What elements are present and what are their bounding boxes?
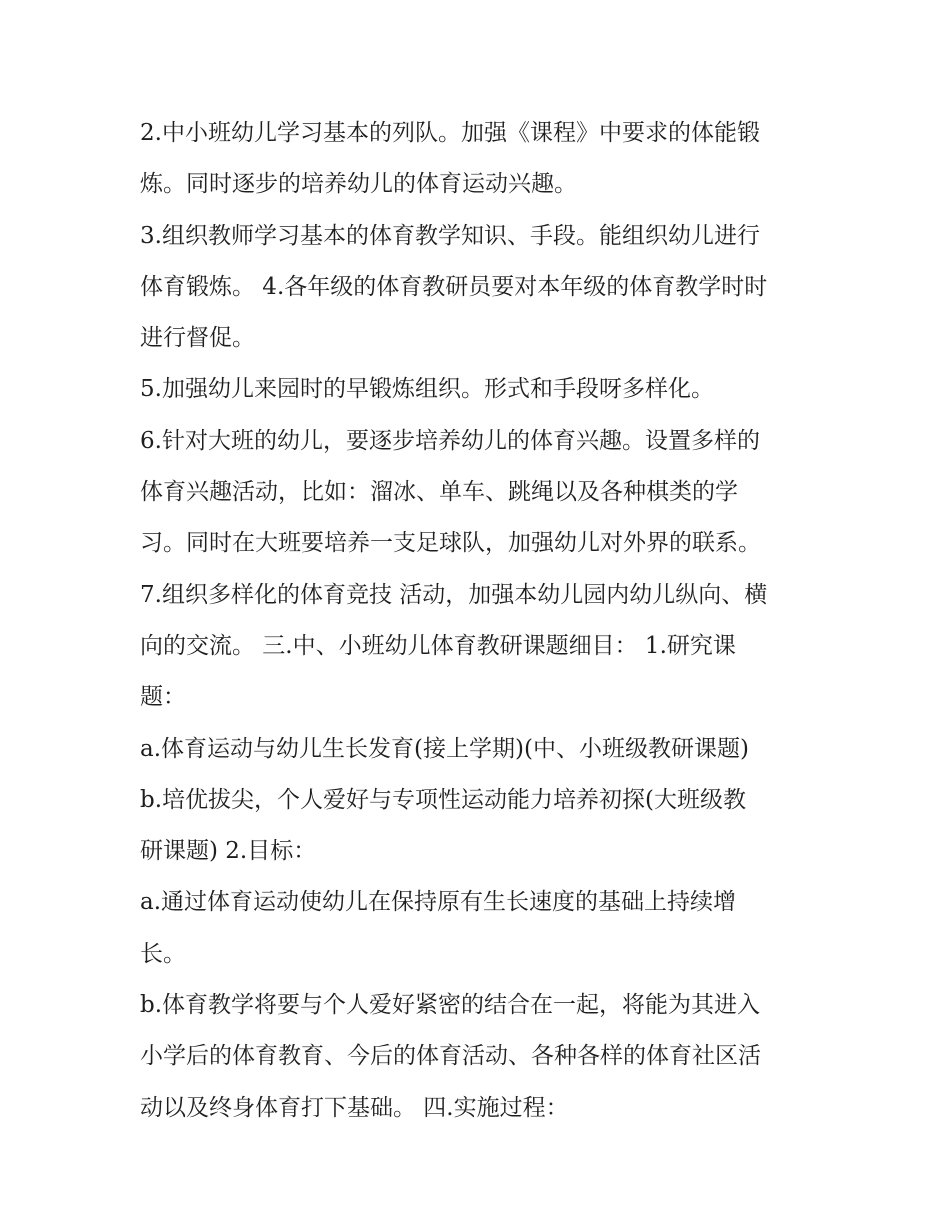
text-line: 进行督促。 bbox=[140, 325, 255, 352]
text-line: 向的交流。 三.中、小班幼儿体育教研课题细目： 1.研究课 bbox=[140, 632, 736, 659]
text-line: 6.针对大班的幼儿，要逐步培养幼儿的体育兴趣。设置多样的 bbox=[140, 427, 760, 454]
text-line: 5.加强幼儿来园时的早锻炼组织。形式和手段呀多样化。 bbox=[140, 376, 714, 403]
text-line: 研课题) 2.目标： bbox=[140, 838, 317, 865]
text-line: 7.组织多样化的体育竞技 活动，加强本幼儿园内幼儿纵向、横 bbox=[140, 581, 768, 608]
text-line: b.培优拔尖，个人爱好与专项性运动能力培养初探(大班级教 bbox=[140, 786, 747, 813]
text-line: 习。同时在大班要培养一支足球队，加强幼儿对外界的联系。 bbox=[140, 530, 761, 557]
text-line: 炼。同时逐步的培养幼儿的体育运动兴趣。 bbox=[140, 171, 577, 198]
text-line: 题： bbox=[140, 684, 186, 711]
text-line: 动以及终身体育打下基础。 四.实施过程： bbox=[140, 1094, 569, 1121]
text-line: 体育锻炼。 4.各年级的体育教研员要对本年级的体育教学时时 bbox=[140, 273, 768, 300]
text-line: a.通过体育运动使幼儿在保持原有生长速度的基础上持续增 bbox=[140, 889, 737, 916]
text-line: 3.组织教师学习基本的体育教学知识、手段。能组织幼儿进行 bbox=[140, 222, 760, 249]
text-line: 长。 bbox=[140, 940, 186, 967]
text-line: 2.中小班幼儿学习基本的列队。加强《课程》中要求的体能锻 bbox=[140, 120, 760, 146]
text-line: 小学后的体育教育、今后的体育活动、各种各样的体育社区活 bbox=[140, 1043, 761, 1070]
text-line: 体育兴趣活动，比如：溜冰、单车、跳绳以及各种棋类的学 bbox=[140, 479, 738, 506]
document-body bbox=[140, 108, 820, 1134]
text-line: a.体育运动与幼儿生长发育(接上学期)(中、小班级教研课题) bbox=[140, 735, 749, 762]
text-line: b.体育教学将要与个人爱好紧密的结合在一起，将能为其进入 bbox=[140, 992, 761, 1019]
